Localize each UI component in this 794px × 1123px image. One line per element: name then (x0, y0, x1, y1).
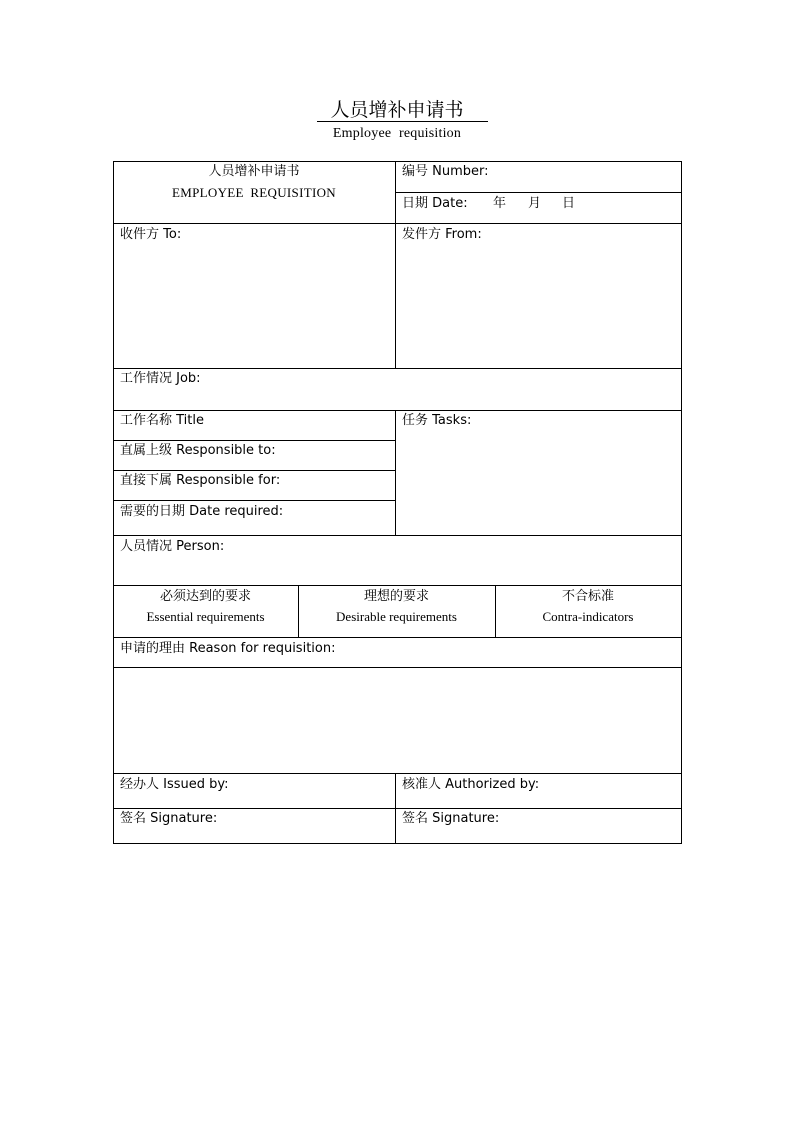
desirable-en: Desirable requirements (336, 609, 457, 624)
form-heading-en: EMPLOYEE REQUISITION (172, 185, 336, 200)
signature-right-label: 签名 Signature: (402, 811, 500, 826)
column-divider (395, 161, 396, 369)
divider (113, 535, 682, 536)
date-month: 月 (528, 196, 542, 211)
divider (113, 667, 682, 668)
essential-cn: 必须达到的要求 (159, 589, 251, 604)
contra-en: Contra-indicators (542, 609, 634, 624)
form-border-left (113, 161, 114, 844)
divider (113, 440, 396, 441)
divider (113, 500, 396, 501)
title-underline (317, 121, 488, 122)
from-label: 发件方 From: (402, 227, 482, 242)
job-title-label: 工作名称 Title (120, 413, 204, 428)
divider (113, 808, 682, 809)
page-subtitle: Employee requisition (332, 126, 462, 141)
person-section-label: 人员情况 Person: (120, 539, 225, 554)
tasks-label: 任务 Tasks: (402, 413, 472, 428)
divider (113, 410, 682, 411)
form-border-bottom (113, 843, 682, 844)
divider (113, 368, 682, 369)
essential-en: Essential requirements (146, 609, 265, 624)
divider (113, 637, 682, 638)
column-divider (395, 773, 396, 844)
requisition-form (113, 161, 682, 844)
signature-left-label: 签名 Signature: (120, 811, 218, 826)
divider (395, 192, 681, 193)
form-border-top (113, 161, 682, 162)
form-border-right (681, 161, 682, 844)
date-label: 日期 Date: (402, 196, 468, 211)
date-day: 日 (562, 196, 576, 211)
divider (113, 585, 682, 586)
form-heading-cn: 人员增补申请书 (208, 164, 300, 179)
number-label: 编号 Number: (402, 164, 489, 179)
contra-cn: 不合标准 (561, 589, 614, 604)
responsible-for-label: 直接下属 Responsible for: (120, 473, 281, 488)
responsible-to-label: 直属上级 Responsible to: (120, 443, 276, 458)
divider (113, 223, 682, 224)
authorized-by-label: 核准人 Authorized by: (402, 777, 540, 792)
issued-by-label: 经办人 Issued by: (120, 777, 229, 792)
job-section-label: 工作情况 Job: (120, 371, 201, 386)
divider (113, 470, 396, 471)
date-required-label: 需要的日期 Date required: (120, 504, 284, 519)
desirable-cn: 理想的要求 (363, 589, 429, 604)
page-title: 人员增补申请书 (330, 99, 464, 121)
divider (113, 773, 682, 774)
to-label: 收件方 To: (120, 227, 182, 242)
date-year: 年 (493, 196, 507, 211)
reason-label: 申请的理由 Reason for requisition: (120, 641, 336, 656)
column-divider (395, 410, 396, 536)
